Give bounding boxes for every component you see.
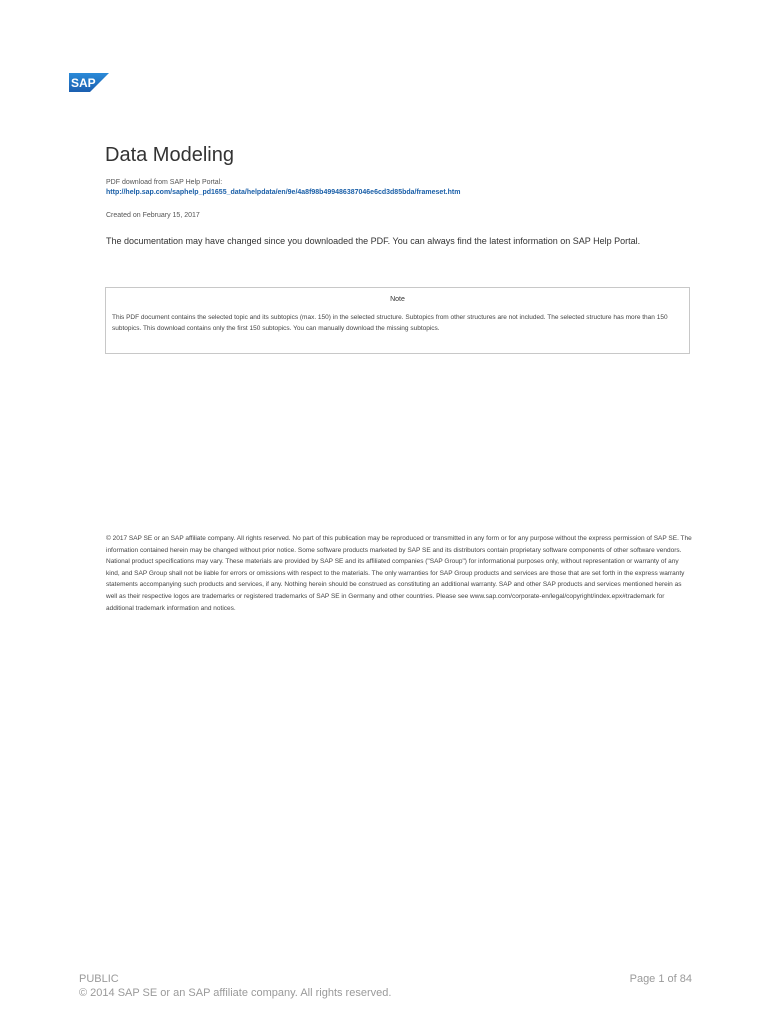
sap-logo (69, 73, 109, 92)
note-title: Note (390, 296, 405, 303)
sap-logo-icon (69, 73, 109, 92)
note-text: This PDF document contains the selected topic and its subtopics (max. 150) in the selected structure. Subtopics from other structures are not included. The selected structure has more than 150 subtopics. This download contains only the first 150 subtopics. You can manually download the missing subtopics. (112, 314, 668, 332)
footer-left (79, 972, 391, 1000)
created-date: Created on February 15, 2017 (106, 212, 200, 219)
source-url-link[interactable]: http://help.sap.com/saphelp_pd1655_data/helpdata/en/9e/4a8f98b499486387046e6cd3d85bda/frameset.htm (106, 189, 461, 196)
note-box (105, 287, 690, 354)
page-number: Page 1 of 84 (629, 973, 692, 985)
document-title: Data Modeling (105, 144, 234, 166)
source-label: PDF download from SAP Help Portal: (106, 179, 223, 186)
documentation-notice: The documentation may have changed since you downloaded the PDF. You can always find the latest information on SAP Help Portal. (106, 236, 641, 246)
sap-logo-text: SAP (71, 76, 96, 90)
footer-classification: PUBLIC (79, 973, 119, 985)
legal-notice: © 2017 SAP SE or an SAP affiliate company. All rights reserved. No part of this publication may be reproduced or transmitted in any form or for any purpose without the express permission of SAP SE. The information contained herein may be changed without prior notice. Some software products marketed by SAP SE and its distributors contain proprietary software components of other software vendors. National product specifications may vary. These materials are provided by SAP SE and its affiliated companies ("SAP Group") for informational purposes only, without representation or warranty of any kind, and SAP Group shall not be liable for errors or omissions with respect to the materials. The only warranties for SAP Group products and services are those that are set forth in the express warranty statements accompanying such products and services, if any. Nothing herein should be construed as constituting an additional warranty. SAP and other SAP products and services mentioned herein as well as their respective logos are trademarks or registered trademarks of SAP SE in Germany and other countries. Please see www.sap.com/corporate-en/legal/copyright/index.epx#trademark for additional trademark information and notices. (106, 535, 692, 612)
footer-copyright: © 2014 SAP SE or an SAP affiliate company. All rights reserved. (79, 987, 392, 999)
